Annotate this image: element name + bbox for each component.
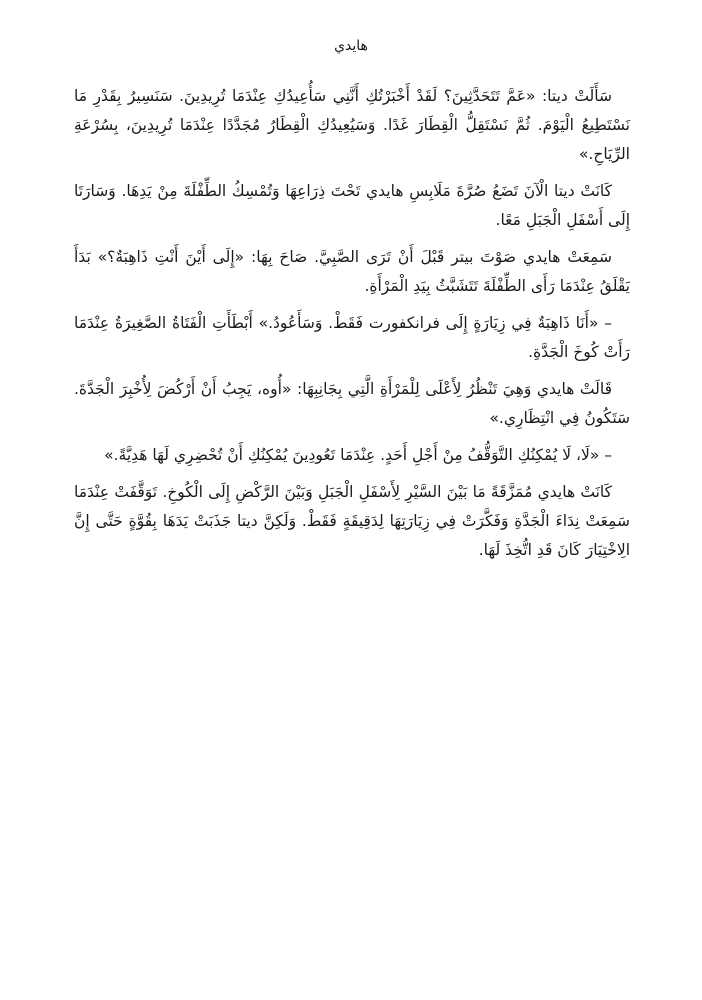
paragraph: كَانَتْ ديتا الْآنَ تَضَعُ صُرَّةَ مَلَابِسِ هايدي تَحْتَ ذِرَاعِهَا وَتُمْسِكُ الطِّفْلَةَ مِنْ يَدِهَا. وَسَارَتَا إِلَى أَسْفَلِ الْجَبَلِ مَعًا. [74,182,630,229]
paragraph: قَالَتْ هايدي وَهِيَ تَنْظُرُ لِأَعْلَى لِلْمَرْأَةِ الَّتِي بِجَانِبِهَا: «أُوه، يَجِبُ أَنْ أَرْكُضَ لِأُخْبِرَ الْجَدَّةَ. سَتَكُونُ فِي انْتِظَارِي.» [74,380,630,427]
paragraph: كَانَتْ هايدي مُمَزَّقَةً مَا بَيْنَ السَّيْرِ لِأَسْفَلِ الْجَبَلِ وَبَيْنَ الرَّكْضِ إِلَى الْكُوخِ. تَوَقَّفَتْ عِنْدَمَا سَمِعَتْ نِدَاءَ الْجَدَّةِ وَفَكَّرَتْ فِي زِيَارَتِهَا لِدَقِيقَةٍ فَقَطْ. وَلَكِنَّ ديتا جَذَبَتْ يَدَهَا بِقُوَّةٍ حَتَّى إِنَّ الِاخْتِيَارَ كَانَ قَدِ اتُّخِذَ لَهَا. [74,483,630,559]
paragraph: – «لَا، لَا يُمْكِنُكِ التَّوَقُّفُ مِنْ أَجْلِ أَحَدٍ. عِنْدَمَا تَعُودِينَ يُمْكِنُكِ أَنْ تُحْضِرِي لَهَا هَدِيَّةً.» [104,446,612,464]
paragraph: سَمِعَتْ هايدي صَوْتَ بيتر قَبْلَ أَنْ تَرَى الصَّبِيَّ. صَاحَ بِهَا: «إِلَى أَيْنَ أَنْتِ ذَاهِبَةٌ؟» بَدَأَ يَقْلَقُ عِنْدَمَا رَأَى الطِّفْلَةَ تَتَشَبَّثُ بِيَدِ الْمَرْأَةِ. [74,248,630,295]
paragraph: سَأَلَتْ ديتا: «عَمَّ تَتَحَدَّثِينَ؟ لَقَدْ أَخْبَرْتُكِ أَنَّنِي سَأُعِيدُكِ عِنْدَمَا تُرِيدِينَ. سَنَسِيرُ بِقَدْرِ مَا نَسْتَطِيعُ الْيَوْمَ. ثُمَّ نَسْتَقِلُّ الْقِطَارَ غَدًا. وَسَيُعِيدُكِ الْقِطَارُ مُجَدَّدًا عِنْدَمَا تُرِيدِينَ، بِسُرْعَةِ الرِّيَاحِ.» [74,87,630,163]
story-text [74,82,630,573]
page-title: هايدي [334,38,368,54]
paragraph: – «أَنَا ذَاهِبَةٌ فِي زِيَارَةٍ إِلَى فرانكفورت فَقَطْ. وَسَأَعُودُ.» أَبْطَأَتِ الْفَتَاةُ الصَّغِيرَةُ عِنْدَمَا رَأَتْ كُوخَ الْجَدَّةِ. [74,314,630,361]
